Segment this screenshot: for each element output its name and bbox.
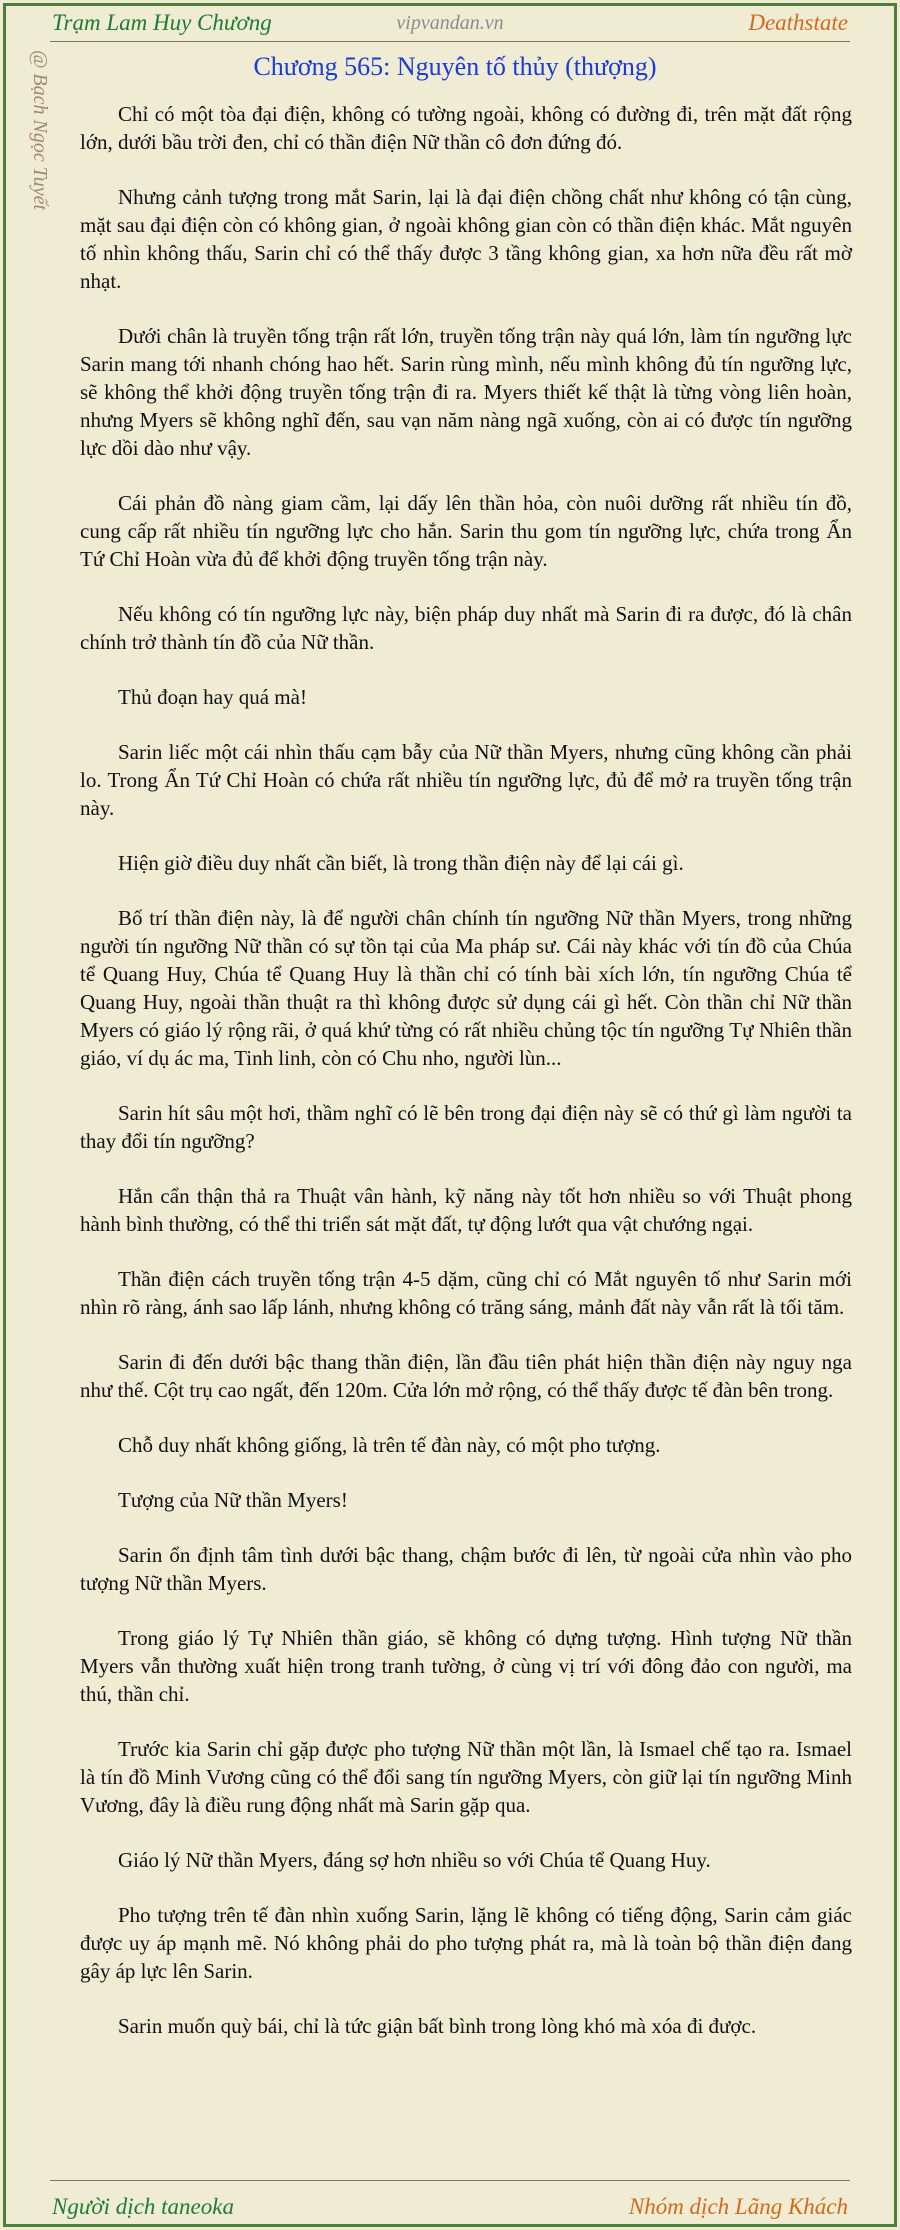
paragraph: Thần điện cách truyền tống trận 4-5 dặm, cũng chỉ có Mắt nguyên tố như Sarin mới nhìn rõ ràng, ánh sao lấp lánh, nhưng không có trăng sáng, mảnh đất này vẫn rất là tối tăm.	[80, 1267, 852, 1319]
paragraph: Hắn cẩn thận thả ra Thuật vân hành, kỹ năng này tốt hơn nhiều so với Thuật phong hành bình thường, có thể thi triển sát mặt đất, tự động lướt qua vật chướng ngại.	[80, 1184, 852, 1236]
page-footer	[50, 2182, 850, 2222]
paragraph: Bố trí thần điện này, là để người chân chính tín ngưỡng Nữ thần Myers, trong những người tín ngưỡng Nữ thần có sự tồn tại của Ma pháp sư. Cái này khác với tín đồ của Chúa tể Quang Huy, Chúa tể Quang Huy là thần chỉ có tính bài xích lớn, tín ngưỡng Chúa tể Quang Huy, ngoài thần thuật ra thì không được sử dụng cái gì hết. Còn thần chỉ Nữ thần Myers có giáo lý rộng rãi, ở quá khứ từng có rất nhiều chủng tộc tín ngưỡng Tự Nhiên thần giáo, ví dụ ác ma, Tinh linh, còn có Chu nho, người lùn...	[80, 906, 852, 1070]
footer-group: Nhóm dịch Lãng Khách	[628, 2194, 848, 2219]
footer-translator: Người dịch taneoka	[52, 2194, 234, 2219]
paragraph: Chỉ có một tòa đại điện, không có tường ngoài, không có đường đi, trên mặt đất rộng lớn, dưới bầu trời đen, chỉ có thần điện Nữ thần cô đơn đứng đó.	[80, 102, 852, 154]
paragraph: Tượng của Nữ thần Myers!	[118, 1488, 348, 1512]
header-website: vipvandan.vn	[396, 12, 504, 34]
chapter-title: Chương 565: Nguyên tố thủy (thượng)	[253, 52, 657, 81]
paragraph: Hiện giờ điều duy nhất cần biết, là trong thần điện này để lại cái gì.	[118, 851, 684, 875]
chapter-body	[80, 100, 852, 2067]
header-divider	[50, 41, 850, 42]
paragraph: Thủ đoạn hay quá mà!	[118, 685, 307, 709]
paragraph: Pho tượng trên tế đàn nhìn xuống Sarin, lặng lẽ không có tiếng động, Sarin cảm giác được uy áp mạnh mẽ. Nó không phải do pho tượng phát ra, mà là toàn bộ thần điện đang gây áp lực lên Sarin.	[80, 1903, 852, 1983]
paragraph: Sarin muốn quỳ bái, chỉ là tức giận bất bình trong lòng khó mà xóa đi được.	[118, 2014, 757, 2038]
paragraph: Chỗ duy nhất không giống, là trên tế đàn này, có một pho tượng.	[118, 1433, 661, 1457]
header-site-name: Trạm Lam Huy Chương	[52, 10, 272, 35]
paragraph: Sarin liếc một cái nhìn thấu cạm bẫy của Nữ thần Myers, nhưng cũng không cần phải lo. Trong Ẩn Tứ Chỉ Hoàn có chứa rất nhiều tín ngưỡng lực, đủ để mở ra truyền tống trận này.	[80, 740, 852, 820]
paragraph: Dưới chân là truyền tống trận rất lớn, truyền tống trận này quá lớn, làm tín ngưỡng lực Sarin mang tới nhanh chóng hao hết. Sarin rùng mình, nếu mình không đủ tín ngưỡng lực, sẽ không thể khởi động truyền tống trận đi ra. Myers thiết kế thật là từng vòng liên hoàn, nhưng Myers sẽ không nghĩ đến, sau vạn năm nàng ngã xuống, còn ai có được tín ngưỡng lực dồi dào như vậy.	[80, 324, 852, 460]
paragraph: Sarin đi đến dưới bậc thang thần điện, lần đầu tiên phát hiện thần điện này nguy nga như thế. Cột trụ cao ngất, đến 120m. Cửa lớn mở rộng, có thể thấy được tế đàn bên trong.	[80, 1350, 852, 1402]
header-author: Deathstate	[748, 10, 848, 35]
footer-divider	[50, 2180, 850, 2181]
paragraph: Nhưng cảnh tượng trong mắt Sarin, lại là đại điện chồng chất như không có tận cùng, mặt sau đại điện còn có không gian, ở ngoài không gian còn có thần điện khác. Mắt nguyên tố nhìn không thấu, Sarin chỉ có thể thấy được 3 tầng không gian, xa hơn nữa đều rất mờ nhạt.	[80, 185, 852, 293]
paragraph: Giáo lý Nữ thần Myers, đáng sợ hơn nhiều so với Chúa tể Quang Huy.	[118, 1848, 711, 1872]
side-watermark-credit: @ Bạch Ngọc Tuyết	[29, 50, 51, 211]
paragraph: Cái phản đồ nàng giam cầm, lại dấy lên thần hỏa, còn nuôi dưỡng rất nhiều tín đồ, cung cấp rất nhiều tín ngưỡng lực cho hắn. Sarin thu gom tín ngưỡng lực, chứa trong Ẩn Tứ Chỉ Hoàn vừa đủ để khởi động truyền tống trận này.	[80, 491, 852, 571]
paragraph: Trước kia Sarin chỉ gặp được pho tượng Nữ thần một lần, là Ismael chế tạo ra. Ismael là tín đồ Minh Vương cũng có thể đổi sang tín ngưỡng Myers, còn giữ lại tín ngưỡng Minh Vương, đây là điều rung động nhất mà Sarin gặp qua.	[80, 1737, 852, 1817]
paragraph: Trong giáo lý Tự Nhiên thần giáo, sẽ không có dựng tượng. Hình tượng Nữ thần Myers vẫn thường xuất hiện trong tranh tường, ở cùng vị trí với đông đảo con người, ma thú, thần chỉ.	[80, 1626, 852, 1706]
paragraph: Sarin ổn định tâm tình dưới bậc thang, chậm bước đi lên, từ ngoài cửa nhìn vào pho tượng Nữ thần Myers.	[80, 1543, 852, 1595]
page-header	[50, 0, 850, 40]
paragraph: Nếu không có tín ngưỡng lực này, biện pháp duy nhất mà Sarin đi ra được, đó là chân chính trở thành tín đồ của Nữ thần.	[80, 602, 852, 654]
paragraph: Sarin hít sâu một hơi, thầm nghĩ có lẽ bên trong đại điện này sẽ có thứ gì làm người ta thay đổi tín ngưỡng?	[80, 1101, 852, 1153]
